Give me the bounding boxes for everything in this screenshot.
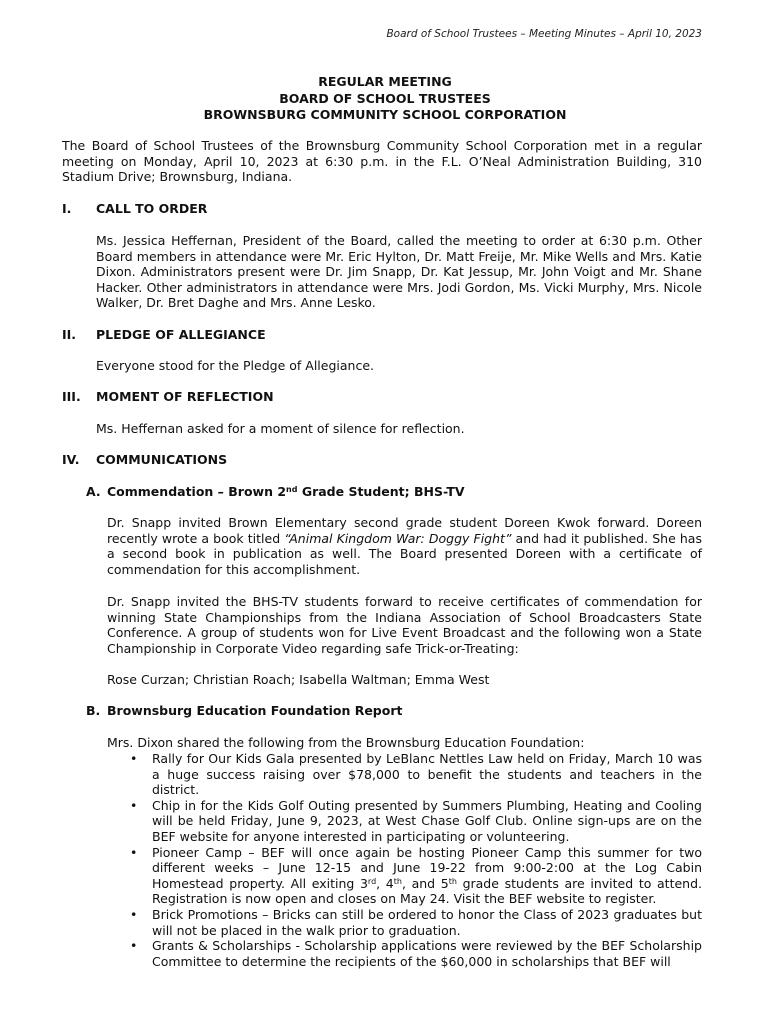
section-number: IV. (62, 452, 80, 467)
list-item: • Brick Promotions – Bricks can still be ordered to honor the Class of 2023 graduates but will not be placed in the walk prior to graduation. (130, 906, 702, 938)
running-header: Board of School Trustees – Meeting Minutes – April 10, 2023 (386, 28, 702, 40)
document-title (0, 74, 770, 124)
list-item: • Rally for Our Kids Gala presented by LeBlanc Nettles Law held on Friday, March 10 was a huge success raising over $78,000 to benefit the students and teachers in the district. (130, 751, 702, 798)
section-title: MOMENT OF REFLECTION (96, 389, 274, 404)
subsection-letter: B. (86, 703, 101, 718)
pledge-paragraph: Everyone stood for the Pledge of Allegiance. (96, 358, 374, 373)
student-names: Rose Curzan; Christian Roach; Isabella Waltman; Emma West (107, 672, 490, 687)
section-number: I. (62, 201, 72, 216)
title-line-2: BOARD OF SCHOOL TRUSTEES (279, 90, 491, 106)
section-title: PLEDGE OF ALLEGIANCE (96, 327, 266, 342)
title-line-1: REGULAR MEETING (318, 74, 452, 89)
bullet-icon: • (130, 751, 138, 766)
bullet-icon: • (130, 844, 138, 860)
title-line-3: BROWNSBURG COMMUNITY SCHOOL CORPORATION (203, 107, 567, 122)
list-item: • Chip in for the Kids Golf Outing presented by Summers Plumbing, Heating and Cooling will be held Friday, June 9, 2023, at West Chase Golf Club. Online sign-ups are on the BEF website for anyone interested in participating or volunteering. (130, 797, 702, 844)
reflection-paragraph: Ms. Heffernan asked for a moment of silence for reflection. (96, 421, 465, 436)
bef-intro: Mrs. Dixon shared the following from the Brownsburg Education Foundation: (107, 735, 585, 750)
bullet-icon: • (130, 797, 138, 813)
section-title: COMMUNICATIONS (96, 452, 228, 467)
commendation-paragraph-1: Dr. Snapp invited Brown Elementary second grade student Doreen Kwok forward. Doreen recently wrote a book titled “Animal Kingdom War: Doggy Fight” and had it published. She has a second book in publication as well. The Board presented Doreen with a certificate of commendation for this accomplishment. (107, 515, 702, 577)
subsection-title: Brownsburg Education Foundation Report (107, 703, 403, 718)
commendation-paragraph-2: Dr. Snapp invited the BHS-TV students forward to receive certificates of commendation for winning State Championships from the Indiana Association of School Broadcasters State Conference. A group of students won for Live Event Broadcast and the following won a State Championship in Corporate Video regarding safe Trick-or-Treating: (107, 594, 702, 656)
book-title: “Animal Kingdom War: Doggy Fight” (284, 530, 512, 546)
bullet-icon: • (130, 906, 138, 922)
section-number: III. (62, 389, 81, 404)
bullet-icon: • (130, 938, 138, 954)
section-number: II. (62, 327, 77, 342)
call-to-order-paragraph: Ms. Jessica Heffernan, President of the Board, called the meeting to order at 6:30 p.m. Other Board members in attendance were Mr. Eric Hylton, Dr. Matt Freije, Mr. Mike Wells and Mrs. Katie Dixon. Administrators present were Dr. Jim Snapp, Dr. Kat Jessup, Mr. John Voigt and Mr. Shane Hacker. Other administrators in attendance were Mrs. Jodi Gordon, Ms. Vicki Murphy, Mrs. Nicole Walker, Dr. Bret Daghe and Mrs. Anne Lesko. (96, 233, 702, 311)
subsection-letter: A. (86, 484, 101, 499)
list-item: • Grants & Scholarships - Scholarship applications were reviewed by the BEF Scholarship Committee to determine the recipients of the $60,000 in scholarships that BEF will (130, 938, 702, 969)
bef-bullet-list (130, 751, 702, 969)
intro-paragraph: The Board of School Trustees of the Brownsburg Community School Corporation met in a regular meeting on Monday, April 10, 2023 at 6:30 p.m. in the F.L. O’Neal Administration Building, 310 Stadium Drive; Brownsburg, Indiana. (62, 138, 702, 185)
section-title: CALL TO ORDER (96, 201, 208, 216)
list-item: • Pioneer Camp – BEF will once again be hosting Pioneer Camp this summer for two different weeks – June 12-15 and June 19-22 from 9:00-2:00 at the Log Cabin Homestead property. All exiting 3rd, 4th, and 5th grade students are invited to attend. Registration is now open and closes on May 24. Visit the BEF website to register. (130, 844, 702, 907)
subsection-title: Commendation – Brown 2nd Grade Student; BHS-TV (107, 484, 465, 499)
